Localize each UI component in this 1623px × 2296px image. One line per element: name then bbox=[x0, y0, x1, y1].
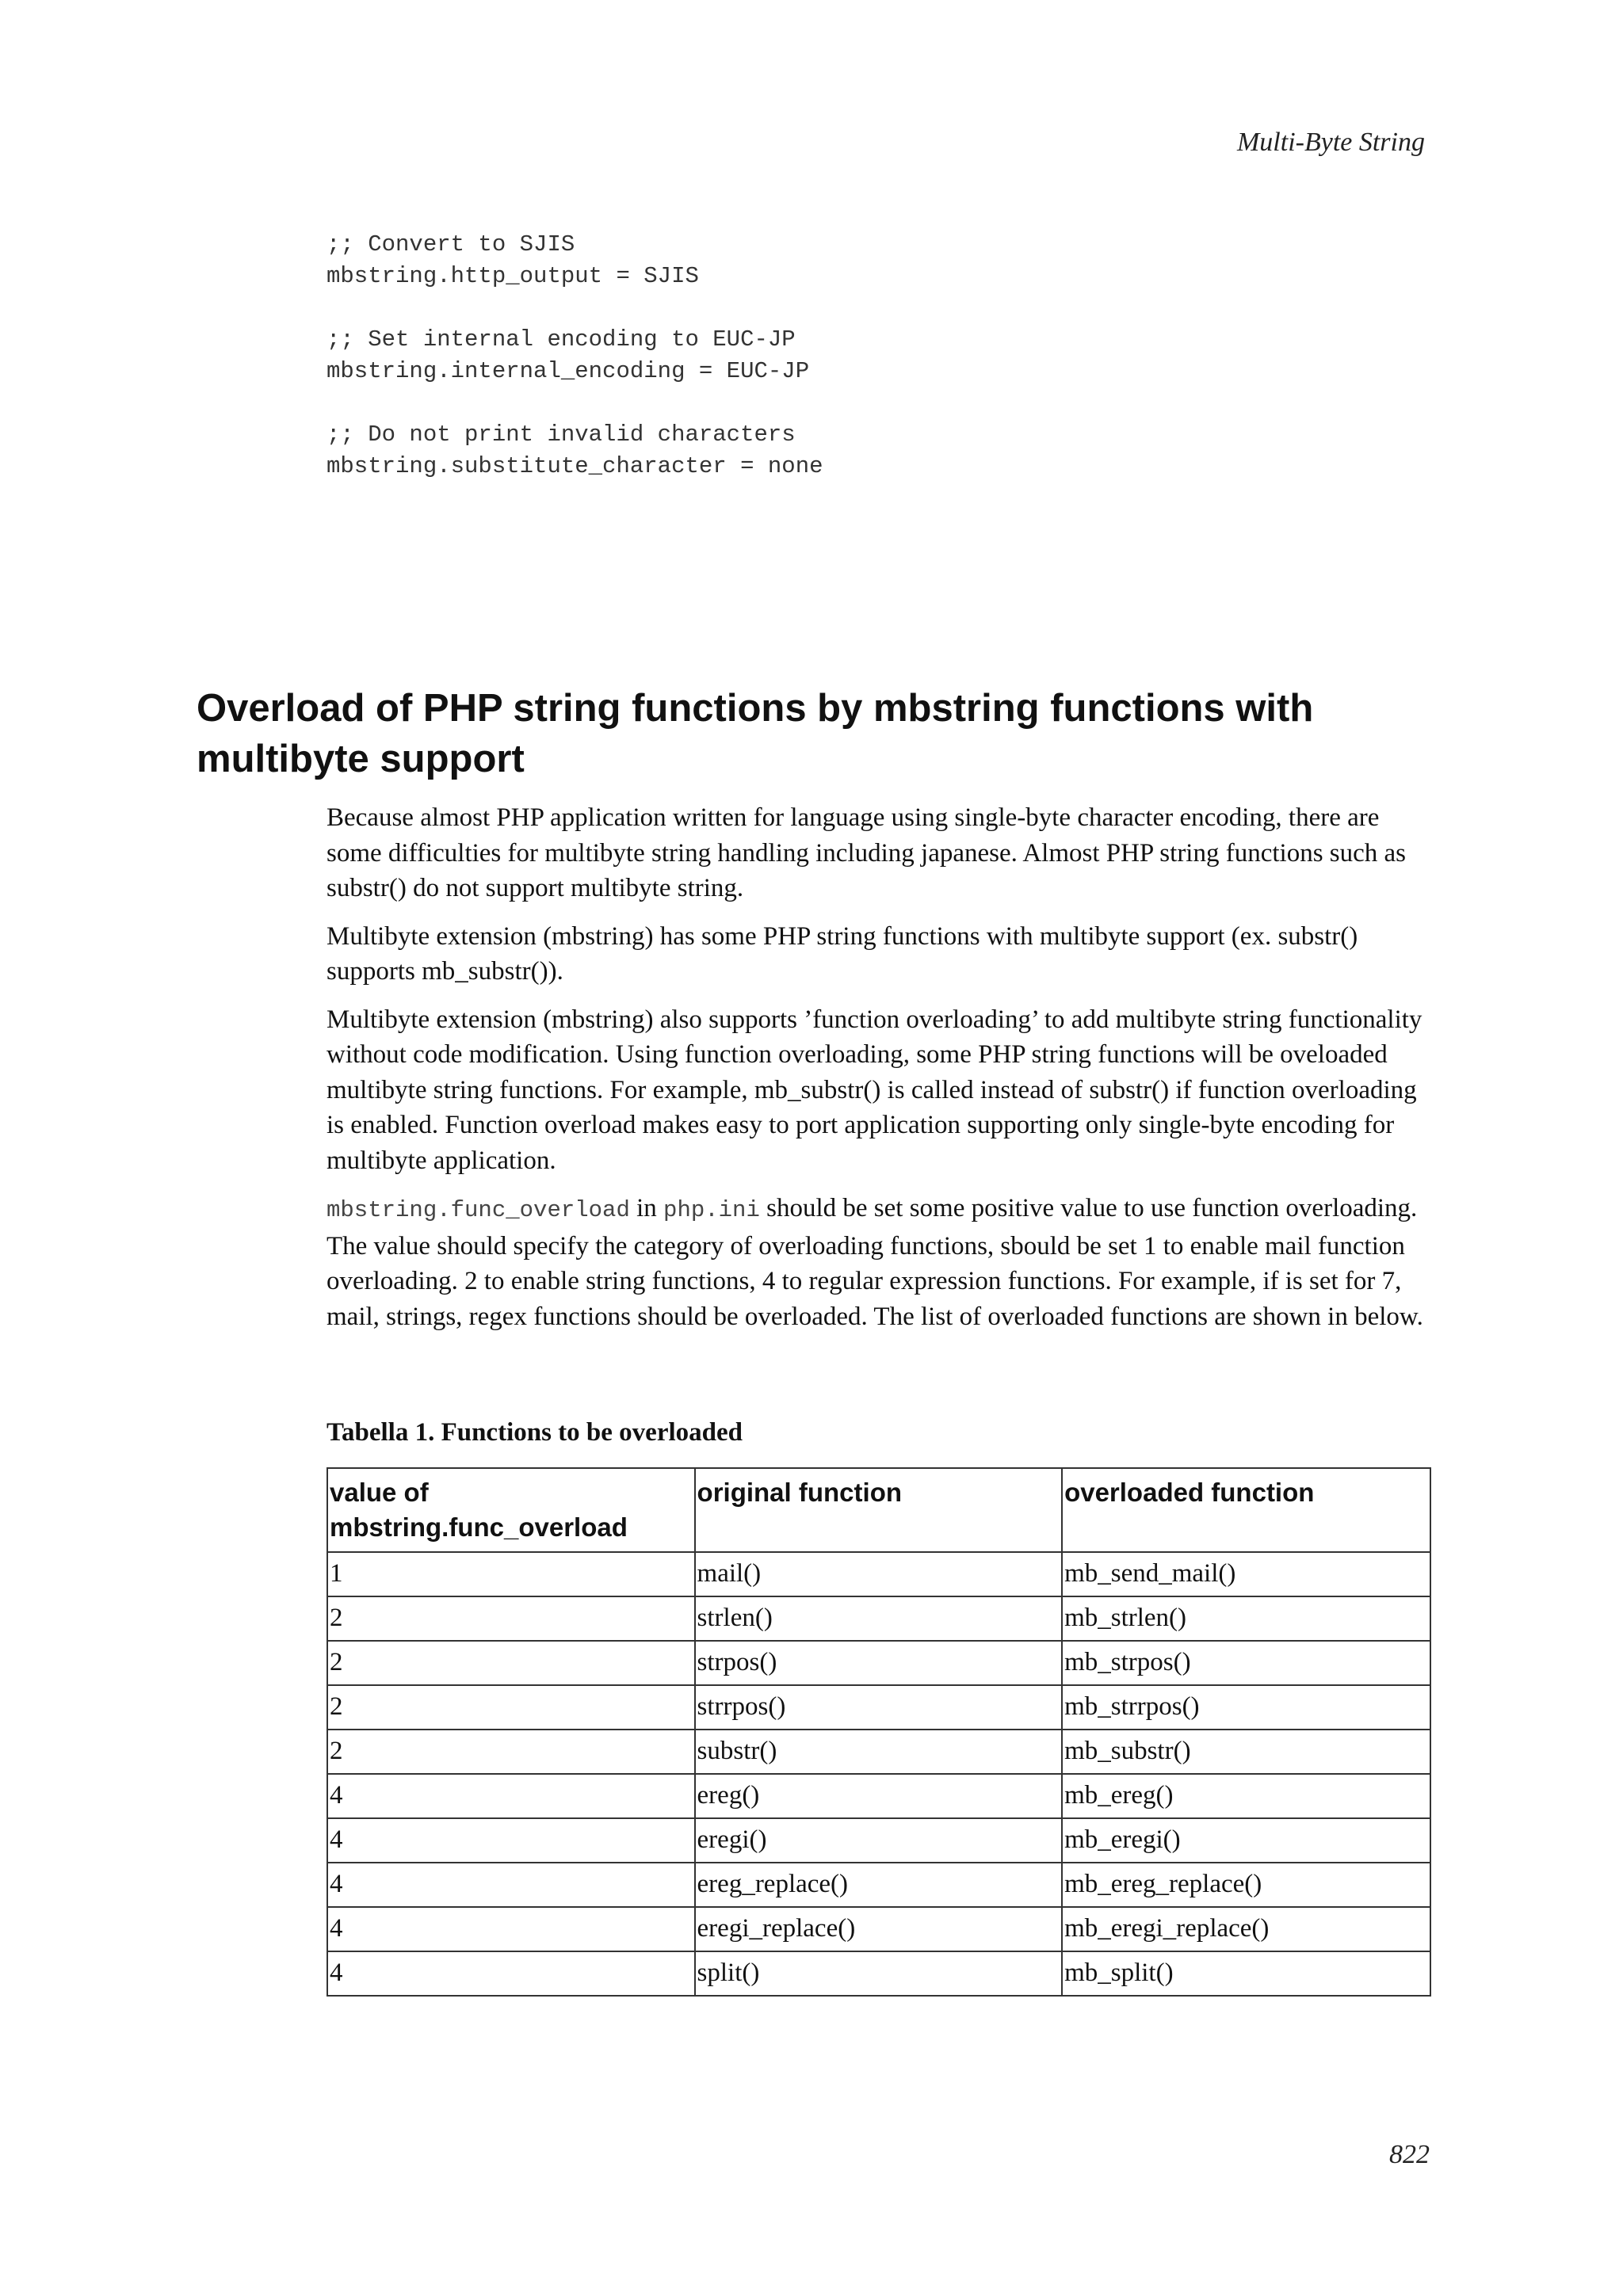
table-cell: strlen() bbox=[695, 1596, 1063, 1641]
table-cell: strpos() bbox=[695, 1641, 1063, 1685]
paragraph-text: in bbox=[629, 1194, 664, 1222]
column-header: overloaded function bbox=[1062, 1468, 1430, 1552]
table-cell: 4 bbox=[327, 1774, 695, 1818]
table-cell: 2 bbox=[327, 1641, 695, 1685]
table-cell: 4 bbox=[327, 1818, 695, 1863]
page-number: 822 bbox=[1389, 2140, 1430, 2169]
table-row bbox=[327, 1907, 1430, 1951]
table-cell: mb_substr() bbox=[1062, 1730, 1430, 1774]
paragraph-text: should be set some positive value to use function overloading. The value should specify the category of overloading functions, sbould be set 1 to enable mail function overloading. 2 to enable string functions, 4 to regular expression functions. For example, if is set for 7, mail, strings, regex functions should be overloaded. The list of overloaded functions are shown in below. bbox=[327, 1194, 1423, 1331]
code-line: mbstring.internal_encoding = EUC-JP bbox=[327, 358, 810, 384]
table-cell: eregi_replace() bbox=[695, 1907, 1063, 1951]
table-cell: mb_strpos() bbox=[1062, 1641, 1430, 1685]
code-line: mbstring.http_output = SJIS bbox=[327, 263, 699, 289]
table-body bbox=[327, 1552, 1430, 1996]
inline-code: mbstring.func_overload bbox=[327, 1197, 630, 1223]
table-cell: substr() bbox=[695, 1730, 1063, 1774]
table-cell: 1 bbox=[327, 1552, 695, 1596]
table-row bbox=[327, 1818, 1430, 1863]
table-header-row bbox=[327, 1468, 1430, 1552]
section-heading: Overload of PHP string functions by mbstring functions with multibyte support bbox=[197, 687, 1314, 780]
paragraph-func-overload bbox=[327, 1191, 1436, 1334]
table-row bbox=[327, 1596, 1430, 1641]
table-cell: mb_ereg_replace() bbox=[1062, 1863, 1430, 1907]
table-cell: 4 bbox=[327, 1863, 695, 1907]
inline-code: php.ini bbox=[663, 1197, 760, 1223]
code-line bbox=[327, 292, 823, 324]
table-cell: 2 bbox=[327, 1596, 695, 1641]
table-row bbox=[327, 1863, 1430, 1907]
code-example bbox=[327, 229, 823, 482]
table-cell: split() bbox=[695, 1951, 1063, 1996]
paragraph: Multibyte extension (mbstring) also supports ’function overloading’ to add multibyte string functionality without code modification. Using function overloading, some PHP string functions will be oveloaded multibyte string functions. For example, mb_substr() is called instead of substr() if function overloading is enabled. Function overload makes easy to port application supporting only single-byte encoding for multibyte application. bbox=[327, 1005, 1423, 1175]
column-header: original function bbox=[695, 1468, 1063, 1552]
table-cell: 4 bbox=[327, 1907, 695, 1951]
table-cell: strrpos() bbox=[695, 1685, 1063, 1730]
table-cell: eregi() bbox=[695, 1818, 1063, 1863]
table-row bbox=[327, 1641, 1430, 1685]
code-line: ;; Do not print invalid characters bbox=[327, 421, 796, 448]
code-line: ;; Set internal encoding to EUC-JP bbox=[327, 326, 796, 353]
table-cell: mb_strrpos() bbox=[1062, 1685, 1430, 1730]
table-cell: 2 bbox=[327, 1730, 695, 1774]
table-cell: mb_ereg() bbox=[1062, 1774, 1430, 1818]
table-cell: mb_split() bbox=[1062, 1951, 1430, 1996]
table-cell: mb_eregi_replace() bbox=[1062, 1907, 1430, 1951]
table-cell: mb_send_mail() bbox=[1062, 1552, 1430, 1596]
overload-functions-table bbox=[327, 1467, 1431, 1997]
table-cell: mb_eregi() bbox=[1062, 1818, 1430, 1863]
table-cell: ereg() bbox=[695, 1774, 1063, 1818]
table-row bbox=[327, 1685, 1430, 1730]
table-cell: mail() bbox=[695, 1552, 1063, 1596]
table-row bbox=[327, 1730, 1430, 1774]
code-line: ;; Convert to SJIS bbox=[327, 231, 575, 257]
column-header: value of mbstring.func_overload bbox=[327, 1468, 695, 1552]
table-row bbox=[327, 1951, 1430, 1996]
table-row bbox=[327, 1774, 1430, 1818]
table-cell: mb_strlen() bbox=[1062, 1596, 1430, 1641]
paragraph: Multibyte extension (mbstring) has some PHP string functions with multibyte support (ex. substr() supports mb_substr()). bbox=[327, 921, 1358, 986]
table-cell: ereg_replace() bbox=[695, 1863, 1063, 1907]
code-line bbox=[327, 387, 823, 419]
table-cell: 4 bbox=[327, 1951, 695, 1996]
table-caption: Tabella 1. Functions to be overloaded bbox=[327, 1418, 743, 1447]
code-line: mbstring.substitute_character = none bbox=[327, 453, 823, 479]
section-body bbox=[327, 800, 1436, 1347]
table-row bbox=[327, 1552, 1430, 1596]
paragraph: Because almost PHP application written for language using single-byte character encoding, there are some difficulties for multibyte string handling including japanese. Almost PHP string functions such as substr() do not support multibyte string. bbox=[327, 803, 1407, 902]
running-header: Multi-Byte String bbox=[1236, 128, 1425, 157]
table-cell: 2 bbox=[327, 1685, 695, 1730]
